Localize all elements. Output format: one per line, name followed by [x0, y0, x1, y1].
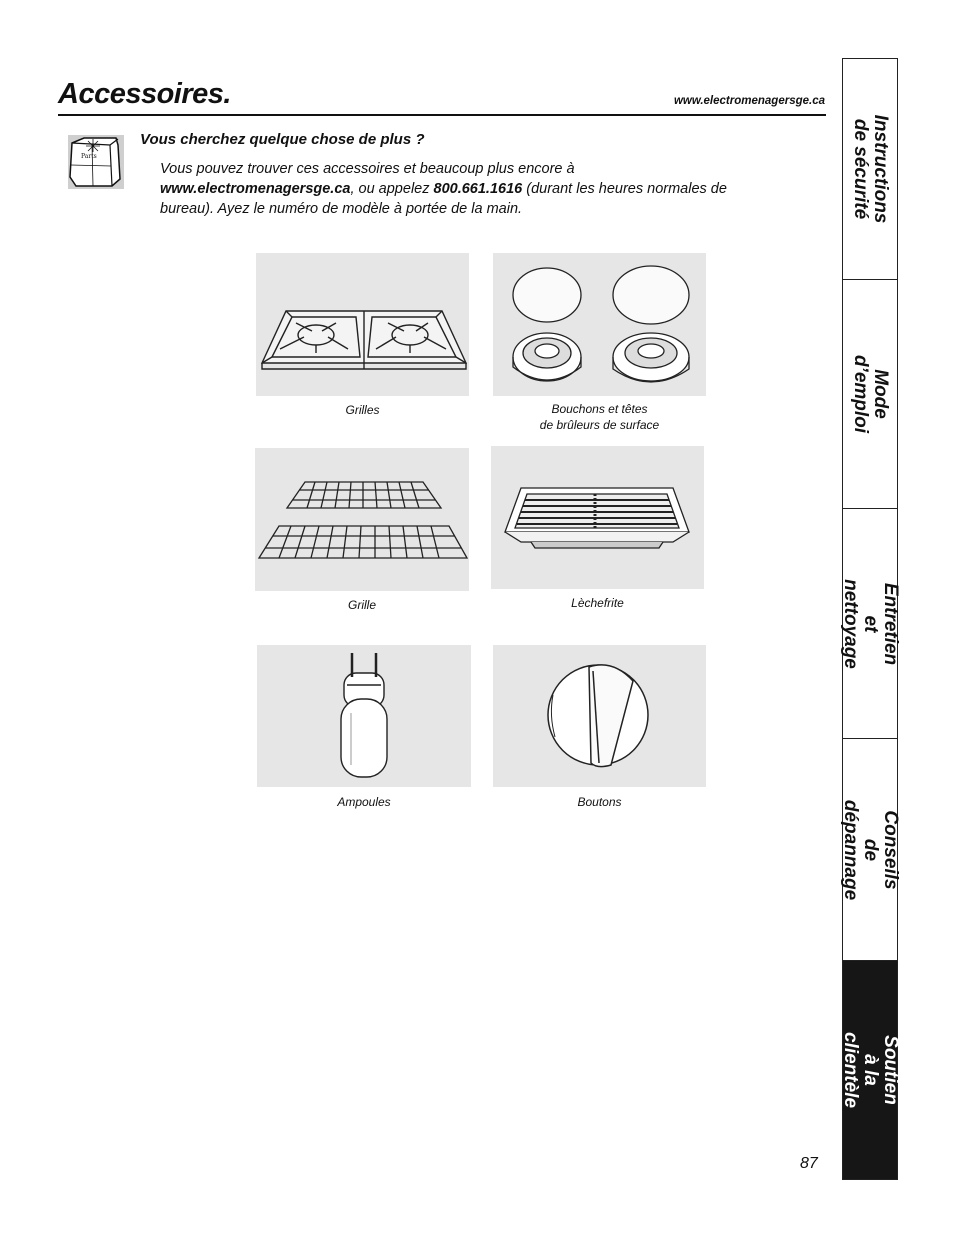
accessory-caption: Lèchefrite	[571, 596, 624, 610]
tab-label: Conseils de dépannage	[840, 799, 901, 900]
website-url[interactable]: www.electromenagersge.ca	[673, 95, 825, 107]
tab-label: Soutien à la clientèle	[840, 1031, 901, 1109]
burner-caps-image	[493, 253, 706, 396]
intro-rest: (durant les heures normales de bureau). Ayez le numéro de modèle à portée de la main.	[160, 181, 727, 217]
parts-box-label: Parts	[81, 153, 97, 160]
accessory-caption: Bouchons et têtes de brûleurs de surface	[539, 402, 660, 432]
broiler-pan-image	[491, 446, 704, 589]
cooktop-grates-icon	[256, 253, 469, 396]
page-title: Accessoires.	[58, 78, 231, 110]
tab-conseils-depannage[interactable]	[840, 739, 901, 961]
light-bulb-icon	[257, 645, 471, 787]
title-rule	[58, 114, 826, 116]
broiler-pan-icon	[491, 446, 704, 589]
light-bulb-image	[257, 645, 471, 787]
accessory-caption: Grille	[347, 598, 376, 612]
accessory-caption: Boutons	[577, 795, 622, 809]
grates-image	[256, 253, 469, 396]
knob-icon	[493, 645, 706, 787]
intro-heading: Vous cherchez quelque chose de plus ?	[140, 131, 425, 148]
tab-label: Mode d’emploi	[850, 354, 891, 434]
tab-label: Entretien et nettoyage	[840, 578, 901, 669]
intro-mid: , ou appelez	[350, 181, 434, 197]
tab-mode-emploi[interactable]	[843, 280, 897, 509]
oven-rack-image	[255, 448, 469, 591]
tab-soutien-clientele[interactable]	[840, 961, 901, 1179]
tab-label: Instructions de sécurité	[850, 114, 891, 224]
intro-link[interactable]: www.electromenagersge.ca	[160, 181, 351, 197]
tab-instructions-securite[interactable]	[843, 59, 897, 280]
intro-line1: Vous pouvez trouver ces accessoires et beaucoup plus encore à	[160, 161, 575, 177]
accessory-caption: Grilles	[345, 403, 380, 417]
accessory-caption: Ampoules	[337, 795, 391, 809]
burner-caps-heads-icon	[493, 253, 706, 396]
parts-box-icon	[66, 133, 126, 191]
intro-text	[160, 159, 760, 219]
tab-entretien-nettoyage[interactable]	[840, 509, 901, 739]
oven-rack-icon	[255, 448, 469, 591]
knob-image	[493, 645, 706, 787]
section-sidebar	[840, 58, 901, 1180]
page-number: 87	[800, 1155, 818, 1172]
intro-phone: 800.661.1616	[433, 181, 523, 197]
